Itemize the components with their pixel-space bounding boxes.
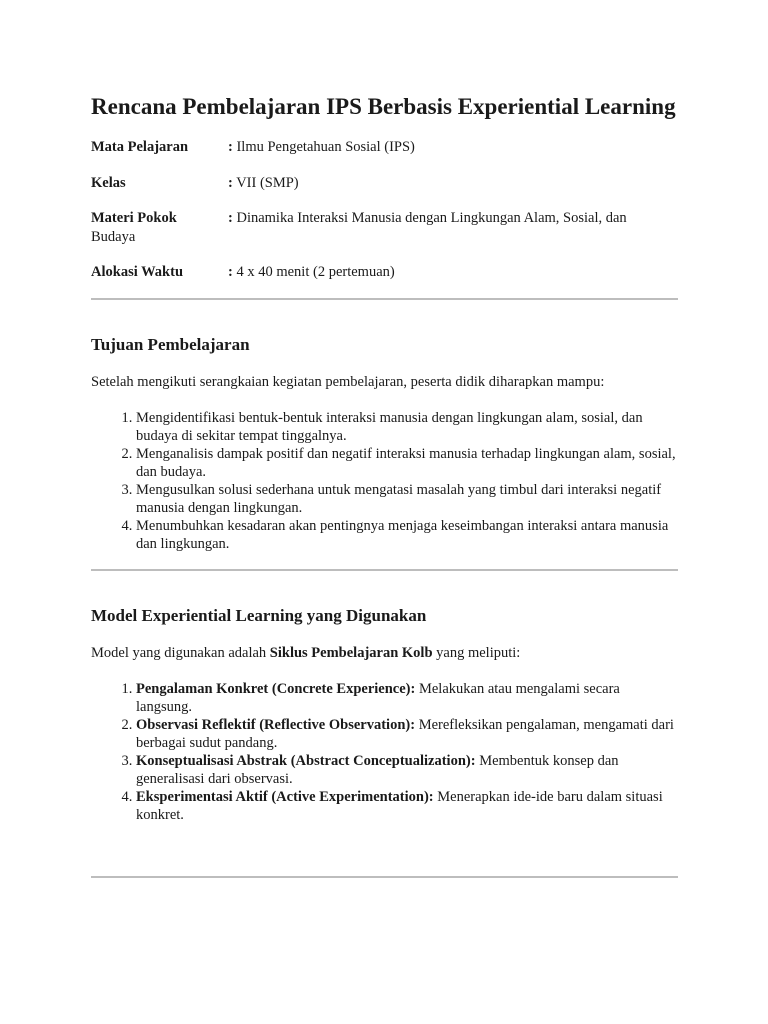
section-heading-tujuan: Tujuan Pembelajaran xyxy=(91,335,250,354)
tujuan-list xyxy=(91,409,678,553)
meta-colon: : xyxy=(228,139,233,155)
list-item-term: Pengalaman Konkret (Concrete Experience): xyxy=(136,681,416,697)
meta-value: Ilmu Pengetahuan Sosial (IPS) xyxy=(232,139,415,155)
list-item xyxy=(136,788,678,824)
list-item: 2. Menganalisis dampak positif dan negatif interaksi manusia terhadap lingkungan alam, sosial, dan budaya. xyxy=(136,445,678,481)
meta-row-materi-pokok xyxy=(91,209,678,247)
section-heading-model: Model Experiential Learning yang Digunakan xyxy=(91,606,427,625)
list-item: 4. Menumbuhkan kesadaran akan pentingnya menjaga keseimbangan interaksi antara manusia dan lingkungan. xyxy=(136,517,678,553)
meta-colon: : xyxy=(228,264,233,280)
model-intro-text: Model yang digunakan adalah xyxy=(91,645,270,661)
list-item-desc: Menerapkan ide-ide baru dalam situasi konkret. xyxy=(136,789,663,823)
model-intro-text-end: yang meliputi: xyxy=(432,645,521,661)
meta-label: Materi Pokok xyxy=(91,210,177,226)
list-item-term: Konseptualisasi Abstrak (Abstract Conceptualization): xyxy=(136,753,476,769)
list-item: 1. Mengidentifikasi bentuk-bentuk interaksi manusia dengan lingkungan alam, sosial, dan budaya di sekitar tempat tinggalnya. xyxy=(136,409,678,445)
model-intro xyxy=(91,644,678,663)
divider xyxy=(91,876,678,878)
meta-value: 4 x 40 menit (2 pertemuan) xyxy=(232,264,395,280)
list-item: 3. Mengusulkan solusi sederhana untuk mengatasi masalah yang timbul dari interaksi negatif manusia dengan lingkungan. xyxy=(136,481,678,517)
model-list xyxy=(91,680,678,824)
meta-value: VII (SMP) xyxy=(232,175,299,191)
list-item-term: Eksperimentasi Aktif (Active Experimentation): xyxy=(136,789,434,805)
meta-colon: : xyxy=(228,175,233,191)
meta-row-kelas xyxy=(91,174,678,193)
meta-label: Alokasi Waktu xyxy=(91,264,184,280)
meta-colon: : xyxy=(228,210,233,226)
list-item xyxy=(136,716,678,752)
tujuan-intro: Setelah mengikuti serangkaian kegiatan pembelajaran, peserta didik diharapkan mampu: xyxy=(91,374,605,390)
divider xyxy=(91,569,678,571)
list-item xyxy=(136,680,678,716)
meta-label: Mata Pelajaran xyxy=(91,139,189,155)
list-item-term: Observasi Reflektif (Reflective Observation): xyxy=(136,717,416,733)
list-item-desc: Merefleksikan pengalaman, mengamati dari berbagai sudut pandang. xyxy=(136,717,674,751)
divider xyxy=(91,298,678,300)
list-item-desc: Melakukan atau mengalami secara langsung. xyxy=(136,681,620,715)
meta-label: Kelas xyxy=(91,175,126,191)
list-item xyxy=(136,752,678,788)
meta-row-alokasi-waktu xyxy=(91,263,678,282)
list-item-desc: Membentuk konsep dan generalisasi dari observasi. xyxy=(136,753,619,787)
meta-row-mata-pelajaran xyxy=(91,138,678,157)
document-title: Rencana Pembelajaran IPS Berbasis Experiential Learning xyxy=(91,94,676,119)
meta-value-continuation: Budaya xyxy=(91,229,136,245)
meta-value: Dinamika Interaksi Manusia dengan Lingkungan Alam, Sosial, dan xyxy=(232,210,627,226)
model-intro-bold: Siklus Pembelajaran Kolb xyxy=(269,645,433,661)
